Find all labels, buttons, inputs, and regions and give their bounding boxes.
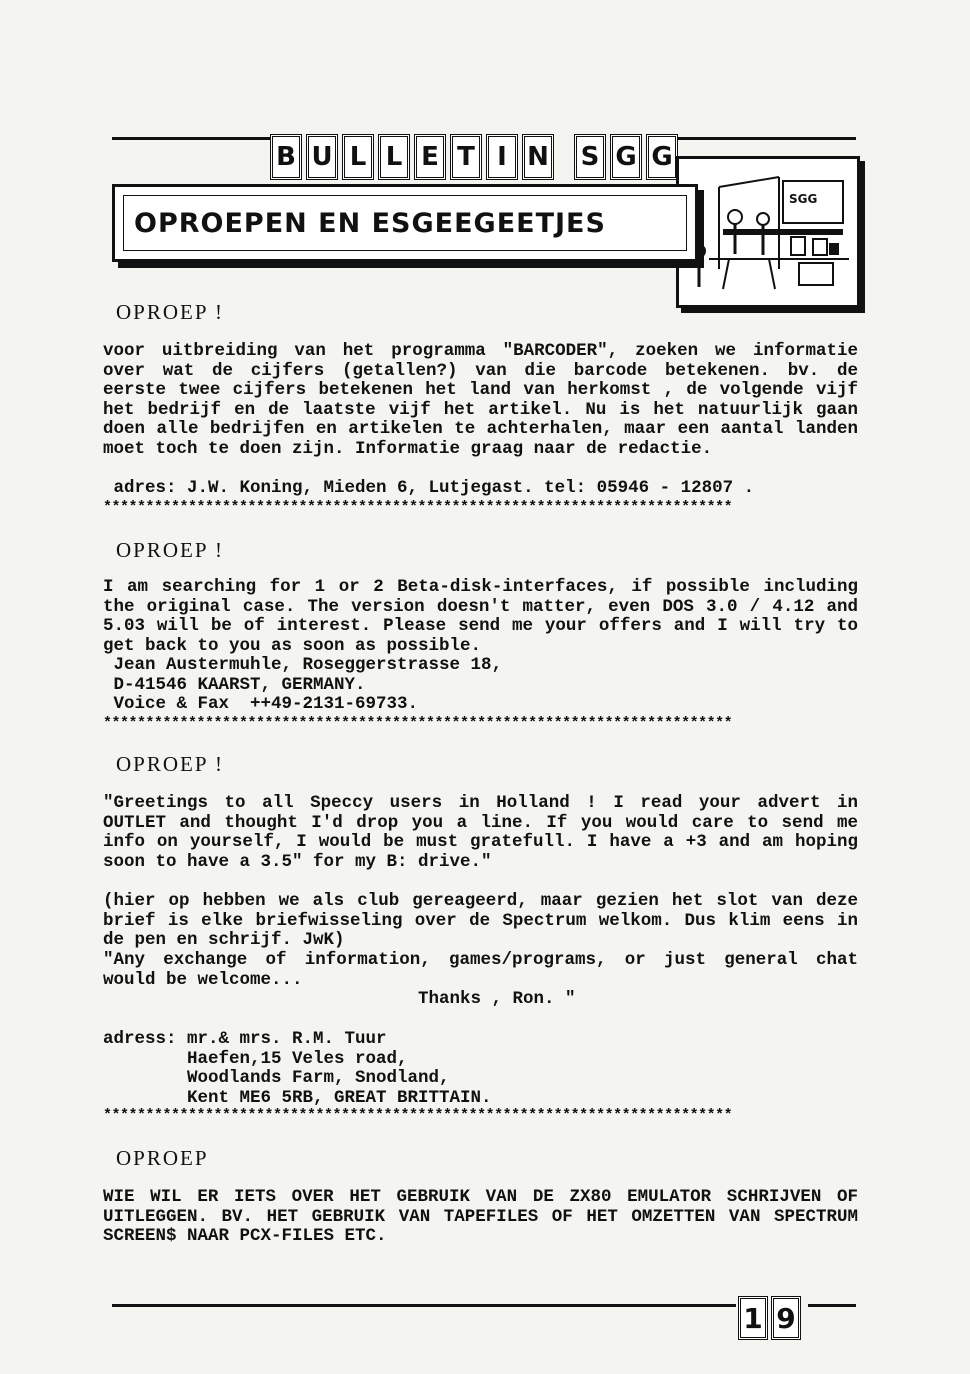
oproep-paragraph: WIE WIL ER IETS OVER HET GEBRUIK VAN DE ZX80 EMULATOR SCHRIJVEN OF UITLEGGEN. BV. HET GEBRUIK VAN TAPEFILES OF HET OMZETTEN VAN SPECTRUM SCREEN$ NAAR PCX-FILES ETC. <box>103 1187 858 1247</box>
page-digit: 9 <box>771 1296 801 1340</box>
header-rule-right <box>660 137 856 140</box>
masthead-letter: L <box>378 134 410 180</box>
masthead-letter: S <box>574 134 606 180</box>
masthead-letter: I <box>486 134 518 180</box>
separator: ************************************************************************** <box>103 500 733 516</box>
oproep-address: adress: mr.& mrs. R.M. Tuur Haefen,15 Veles road, Woodlands Farm, Snodland, Kent ME6 5RB, GREAT BRITTAIN. <box>103 1029 492 1108</box>
footer-rule <box>112 1304 736 1307</box>
masthead-letter: G <box>646 134 678 180</box>
separator: ************************************************************************** <box>103 1108 733 1124</box>
oproep-address: adres: J.W. Koning, Mieden 6, Lutjegast. tel: 05946 - 12807 . <box>103 478 755 498</box>
editor-note: (hier op hebben we als club gereageerd, maar gezien het slot van deze brief is elke briefwisseling over de Spectrum welkom. Dus klim eens in de pen en schrijf. JwK) <box>103 891 858 951</box>
oproep-heading: OPROEP ! <box>116 752 224 776</box>
separator: ************************************************************************** <box>103 716 733 732</box>
oproep-heading: OPROEP ! <box>116 300 224 324</box>
oproep-heading: OPROEP <box>116 1146 209 1170</box>
bulletin-masthead <box>270 134 678 180</box>
masthead-letter: U <box>306 134 338 180</box>
header-rule-left <box>112 137 270 140</box>
page-digit: 1 <box>738 1296 768 1340</box>
page-number <box>738 1296 801 1340</box>
oproep-letter: "Greetings to all Speccy users in Holland ! I read your advert in OUTLET and thought I'd drop you a line. If you would care to send me info on yourself, I would be must gratefull. I have a +3 and am hoping soon to have a 3.5" for my B: drive." <box>103 793 858 872</box>
masthead-letter: G <box>610 134 642 180</box>
club-booth-icon <box>679 159 857 305</box>
masthead-letter: E <box>414 134 446 180</box>
oproep-heading: OPROEP ! <box>116 538 224 562</box>
oproep-address: Jean Austermuhle, Roseggerstrasse 18, D-41546 KAARST, GERMANY. Voice & Fax ++49-2131-69733. <box>113 655 503 715</box>
oproep-exchange: "Any exchange of information, games/programs, or just general chat would be welcome... <box>103 950 858 990</box>
section-title: OPROEPEN EN ESGEEGEETJES <box>134 207 606 239</box>
oproep-signoff: Thanks , Ron. " <box>418 989 576 1009</box>
section-title-banner <box>112 184 698 262</box>
masthead-letter: L <box>342 134 374 180</box>
masthead-letter: T <box>450 134 482 180</box>
footer-rule-right <box>808 1304 856 1307</box>
oproep-paragraph: voor uitbreiding van het programma "BARCODER", zoeken we informatie over wat de cijfers (getallen?) van die barcode betekenen. bv. de eerste twee cijfers betekenen het land van herkomst , de volgende vijf het bedrijf en de laatste vijf het artikel. Nu is het natuurlijk gaan doen alle bedrijfen en artikelen te achterhalen, maar een aantal landen moet toch te doen zijn. Informatie graag naar de redactie. <box>103 341 858 459</box>
sgg-logo-illustration <box>676 156 860 308</box>
masthead-letter: B <box>270 134 302 180</box>
oproep-paragraph: I am searching for 1 or 2 Beta-disk-interfaces, if possible including the original case. The version doesn't matter, even DOS 3.0 / 4.12 and 5.03 will be of interest. Please send me your offers and I will try to get back to you as soon as possible. <box>103 577 858 656</box>
logo-text: SGG <box>789 192 818 206</box>
masthead-letter: N <box>522 134 554 180</box>
